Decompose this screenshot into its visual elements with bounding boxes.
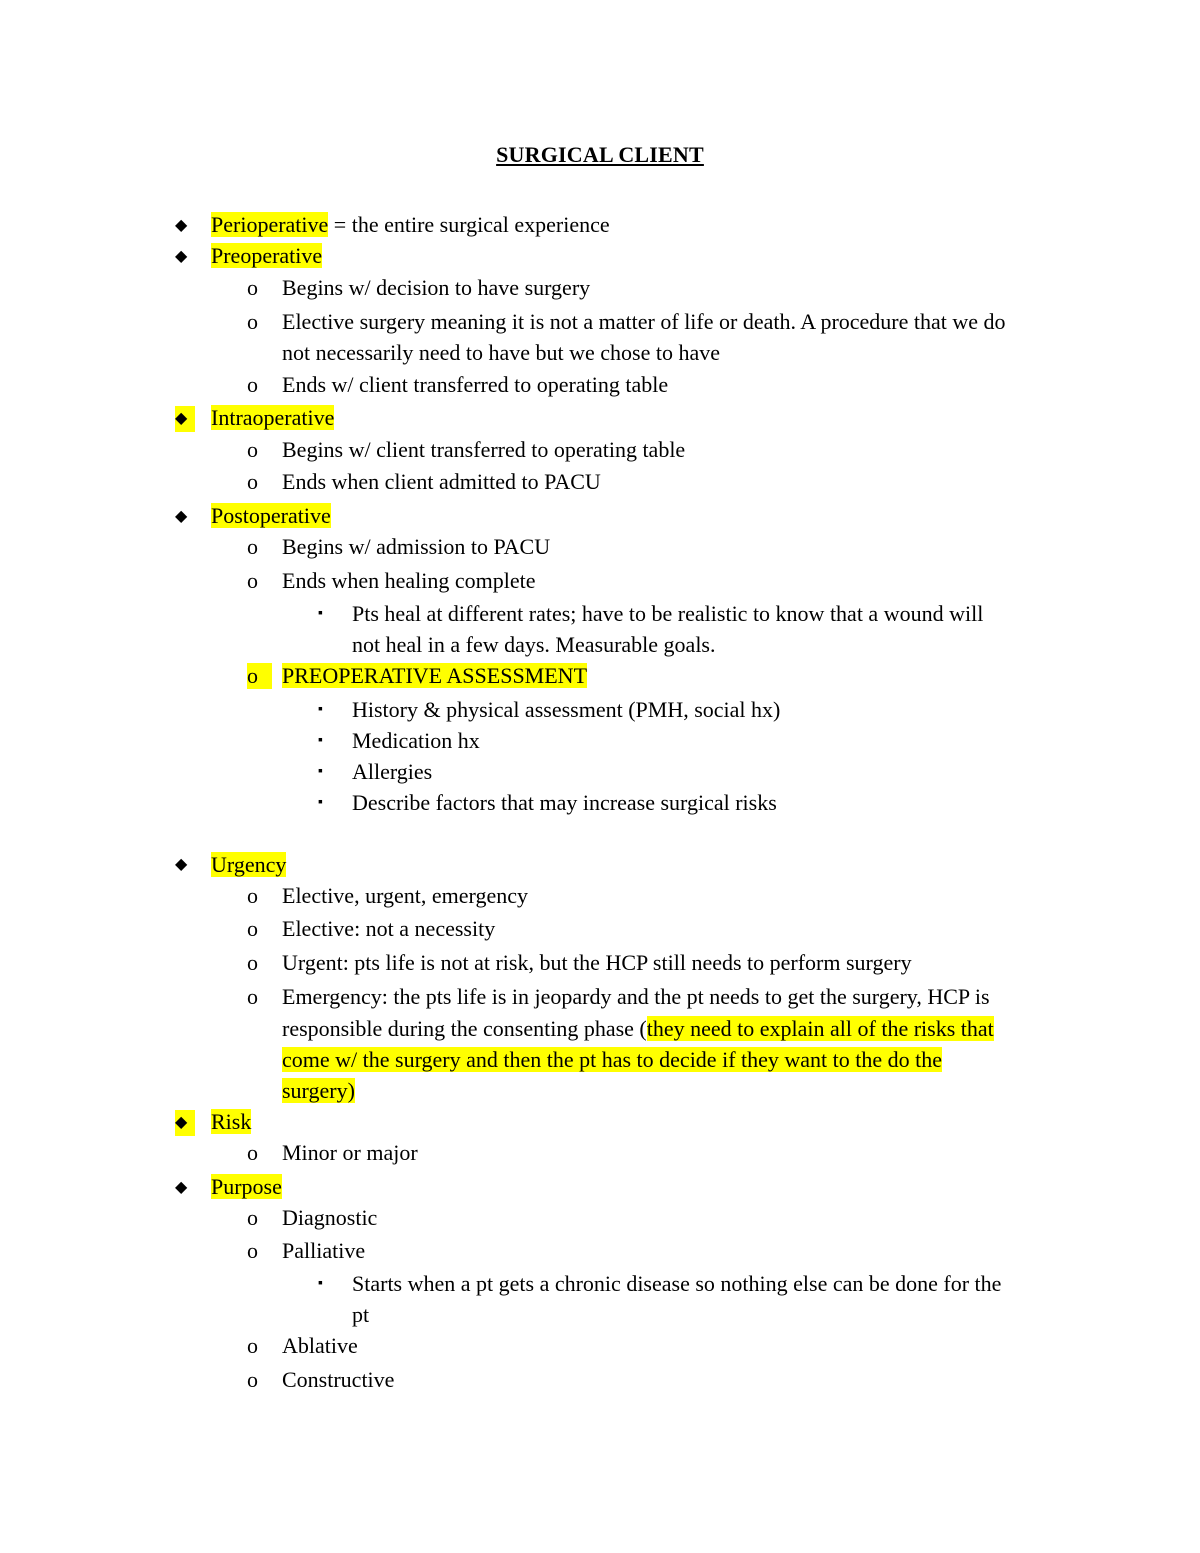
list-item: Palliative xyxy=(282,1238,366,1263)
list-item: Constructive xyxy=(282,1367,395,1392)
bullet-circle-icon: o xyxy=(247,663,272,689)
highlighted-term: PREOPERATIVE ASSESSMENT xyxy=(282,663,588,688)
bullet-circle-icon: o xyxy=(247,437,258,462)
highlighted-term: Risk xyxy=(211,1109,252,1134)
list-item: Starts when a pt gets a chronic disease so nothing else can be done for the xyxy=(352,1271,1002,1296)
highlighted-term: Perioperative xyxy=(211,212,329,237)
bullet-diamond-icon: ◆ xyxy=(175,217,188,234)
list-item: Ends w/ client transferred to operating table xyxy=(282,372,669,397)
bullet-diamond-icon: ◆ xyxy=(175,508,188,525)
list-item-continuation: not heal in a few days. Measurable goals. xyxy=(352,632,716,657)
bullet-circle-icon: o xyxy=(247,1140,258,1165)
bullet-circle-icon: o xyxy=(247,916,258,941)
list-item: Pts heal at different rates; have to be realistic to know that a wound will xyxy=(352,601,984,626)
bullet-circle-icon: o xyxy=(247,372,258,397)
list-item-continuation: not necessarily need to have but we chose to have xyxy=(282,340,721,365)
bullet-circle-icon: o xyxy=(247,883,258,908)
list-item xyxy=(282,663,587,689)
list-item: Begins w/ client transferred to operating table xyxy=(282,437,686,462)
list-item-continuation: pt xyxy=(352,1302,370,1327)
bullet-diamond-icon: ◆ xyxy=(175,406,195,432)
list-item xyxy=(211,405,334,431)
list-item: Ablative xyxy=(282,1333,358,1358)
list-item xyxy=(211,503,331,529)
list-item: Medication hx xyxy=(352,728,480,753)
bullet-square-icon: ▪ xyxy=(318,1276,323,1291)
bullet-circle-icon: o xyxy=(247,1367,258,1392)
bullet-square-icon: ▪ xyxy=(318,702,323,717)
list-item: Allergies xyxy=(352,759,433,784)
list-item: History & physical assessment (PMH, social hx) xyxy=(352,697,781,722)
bullet-circle-icon: o xyxy=(247,984,258,1009)
bullet-circle-icon: o xyxy=(247,1333,258,1358)
list-item xyxy=(211,212,610,238)
bullet-circle-icon: o xyxy=(247,950,258,975)
highlighted-text: they need to explain all of the risks that xyxy=(646,1016,994,1041)
highlighted-text: come w/ the surgery and then the pt has to decide if they want to the do the xyxy=(282,1047,943,1072)
list-item: Begins w/ admission to PACU xyxy=(282,534,551,559)
list-item-continuation xyxy=(282,1078,355,1104)
highlighted-term: Purpose xyxy=(211,1174,282,1199)
bullet-circle-icon: o xyxy=(247,469,258,494)
list-item: Emergency: the pts life is in jeopardy and the pt needs to get the surgery, HCP is xyxy=(282,984,990,1009)
list-item: Ends when client admitted to PACU xyxy=(282,469,601,494)
list-item-continuation xyxy=(282,1047,942,1073)
bullet-diamond-icon: ◆ xyxy=(175,1110,195,1136)
list-item xyxy=(211,1174,282,1200)
bullet-square-icon: ▪ xyxy=(318,764,323,779)
highlighted-term: Intraoperative xyxy=(211,405,335,430)
plain-text: responsible during the consenting phase ( xyxy=(282,1016,647,1041)
bullet-circle-icon: o xyxy=(247,534,258,559)
bullet-diamond-icon: ◆ xyxy=(175,1179,188,1196)
list-item xyxy=(211,243,322,269)
highlighted-term: Preoperative xyxy=(211,243,323,268)
list-item: Elective, urgent, emergency xyxy=(282,883,528,908)
bullet-circle-icon: o xyxy=(247,309,258,334)
list-item xyxy=(211,852,286,878)
list-item: Describe factors that may increase surgical risks xyxy=(352,790,777,815)
bullet-square-icon: ▪ xyxy=(318,795,323,810)
bullet-circle-icon: o xyxy=(247,275,258,300)
highlighted-text: surgery) xyxy=(282,1078,355,1103)
list-item xyxy=(211,1109,251,1135)
list-item: Urgent: pts life is not at risk, but the HCP still needs to perform surgery xyxy=(282,950,912,975)
list-item: Minor or major xyxy=(282,1140,418,1165)
list-item-continuation xyxy=(282,1016,994,1042)
definition-text: = the entire surgical experience xyxy=(328,212,610,237)
highlighted-term: Postoperative xyxy=(211,503,331,528)
bullet-square-icon: ▪ xyxy=(318,733,323,748)
list-item: Ends when healing complete xyxy=(282,568,536,593)
bullet-circle-icon: o xyxy=(247,568,258,593)
list-item: Begins w/ decision to have surgery xyxy=(282,275,591,300)
bullet-circle-icon: o xyxy=(247,1205,258,1230)
document-title: SURGICAL CLIENT xyxy=(496,142,704,167)
list-item: Diagnostic xyxy=(282,1205,378,1230)
bullet-circle-icon: o xyxy=(247,1238,258,1263)
bullet-diamond-icon: ◆ xyxy=(175,856,188,873)
bullet-diamond-icon: ◆ xyxy=(175,248,188,265)
highlighted-term: Urgency xyxy=(211,852,287,877)
list-item: Elective: not a necessity xyxy=(282,916,496,941)
bullet-square-icon: ▪ xyxy=(318,606,323,621)
list-item: Elective surgery meaning it is not a matter of life or death. A procedure that we do xyxy=(282,309,1006,334)
